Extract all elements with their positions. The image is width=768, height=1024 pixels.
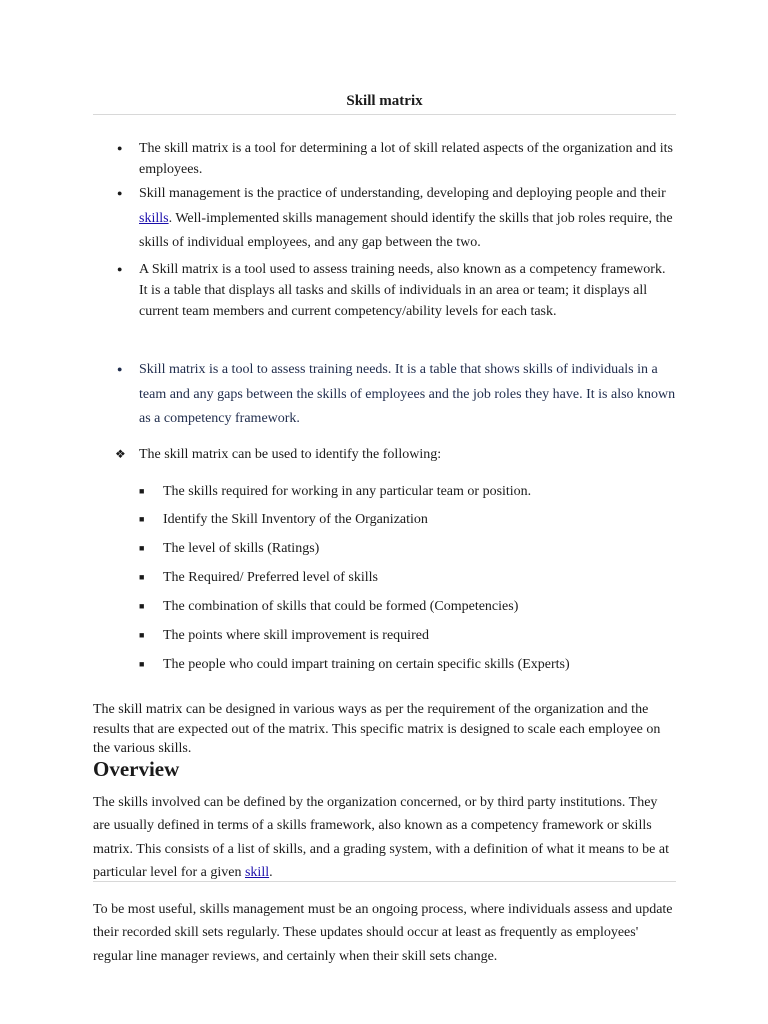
- square-bullet-icon: ■: [139, 514, 145, 524]
- section-divider: [93, 881, 676, 882]
- bullet-disc-icon: ●: [117, 188, 123, 198]
- skills-link[interactable]: skills: [139, 210, 169, 226]
- sub-item-text-2: Identify the Skill Inventory of the Organization: [163, 512, 428, 527]
- skill-link[interactable]: skill: [244, 864, 270, 880]
- square-bullet-icon: ■: [139, 486, 145, 496]
- paragraph-skills-defined: [93, 791, 676, 884]
- square-bullet-icon: ■: [139, 601, 145, 611]
- square-bullet-icon: ■: [139, 543, 145, 553]
- bullet-text-2: [139, 182, 676, 256]
- sub-item-text-5: The combination of skills that could be formed (Competencies): [163, 599, 519, 614]
- bullet-text-3: A Skill matrix is a tool used to assess training needs, also known as a competency framework. It is a table that displays all tasks and skills of individuals in an area or team; it displays all current team members and current competency/ability levels for each task.: [139, 262, 666, 319]
- square-bullet-icon: ■: [139, 572, 145, 582]
- diamond-bullet-icon: ❖: [115, 447, 126, 461]
- paragraph-2-part-1: The skills involved can be defined by the organization concerned, or by third party institutions. They are usually defined in terms of a skills framework, also known as a competency framework or skills matrix. This consists of a list of skills, and a grading system, with a definition of what it means to be at particular level for a given: [93, 795, 669, 880]
- bullet-text-2-part-1: Skill management is the practice of understanding, developing and deploying people and their: [139, 186, 666, 201]
- paragraph-design: The skill matrix can be designed in various ways as per the requirement of the organization and the results that are expected out of the matrix. This specific matrix is designed to scale each employee on the various skills.: [93, 702, 661, 756]
- bullet-text-1: The skill matrix is a tool for determining a lot of skill related aspects of the organization and its employees.: [139, 141, 673, 177]
- bullet-disc-icon: ●: [117, 364, 123, 374]
- square-bullet-icon: ■: [139, 659, 145, 669]
- sub-item-text-6: The points where skill improvement is required: [163, 628, 429, 643]
- bullet-text-2-part-2: . Well-implemented skills management should identify the skills that job roles require, the skills of individual employees, and any gap between the two.: [139, 210, 673, 250]
- bullet-text-4: Skill matrix is a tool to assess training needs. It is a table that shows skills of individuals in a team and any gaps between the skills of employees and the job roles they have. It is also known as a competency framework.: [139, 362, 676, 426]
- sub-item-text-7: The people who could impart training on certain specific skills (Experts): [163, 657, 570, 672]
- title-divider: [93, 114, 676, 115]
- bullet-disc-icon: ●: [117, 264, 123, 274]
- sub-item-text-4: The Required/ Preferred level of skills: [163, 570, 378, 585]
- diamond-item-text: The skill matrix can be used to identify the following:: [139, 447, 442, 462]
- square-bullet-icon: ■: [139, 630, 145, 640]
- overview-heading: Overview: [93, 757, 180, 781]
- document-title: Skill matrix: [346, 93, 423, 109]
- bullet-disc-icon: ●: [117, 143, 123, 153]
- paragraph-2-part-2: .: [269, 864, 273, 880]
- sub-item-text-1: The skills required for working in any particular team or position.: [163, 484, 532, 499]
- paragraph-ongoing-process: To be most useful, skills management must be an ongoing process, where individuals assess and update their recorded skill sets regularly. These updates should occur at least as frequently as employees' regular line manager reviews, and certainly when their skill sets change.: [93, 902, 673, 964]
- sub-item-text-3: The level of skills (Ratings): [163, 541, 320, 556]
